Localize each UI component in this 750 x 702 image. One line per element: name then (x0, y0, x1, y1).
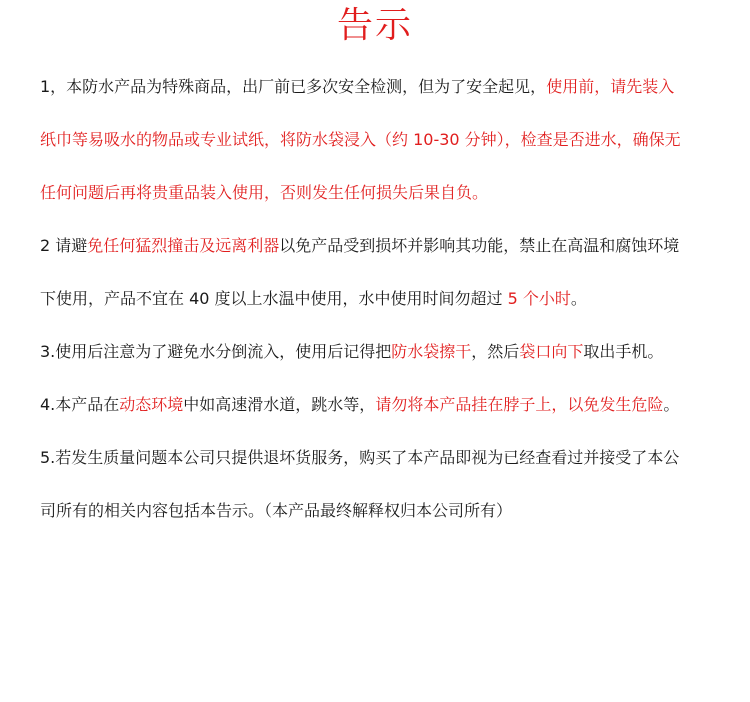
paragraph-text: 取出手机。 (583, 342, 664, 361)
notice-title: 告示 (336, 5, 413, 46)
highlight-text: 使用前，请先装入 (546, 77, 675, 96)
paragraph-text: 。 (663, 395, 680, 414)
paragraph-4 (40, 233, 730, 259)
paragraph-text: 司所有的相关内容包括本告示。（本产品最终解释权归本公司所有） (40, 501, 513, 520)
paragraph-2 (40, 127, 730, 153)
paragraph-text: 1，本防水产品为特殊商品，出厂前已多次安全检测，但为了安全起见， (40, 77, 547, 96)
highlight-text: 纸巾等易吸水的物品或专业试纸，将防水袋浸入（约 10-30 分钟），检查是否进水，确保无 (40, 130, 681, 149)
highlight-text: 动态环境 (119, 395, 184, 414)
paragraph-text: 3.使用后注意为了避免水分倒流入，使用后记得把 (40, 342, 392, 361)
paragraph-8 (40, 445, 730, 471)
paragraph-text: 5.若发生质量问题本公司只提供退坏货服务，购买了本产品即视为已经查看过并接受了本公 (40, 448, 680, 467)
paragraph-text: 2 请避 (40, 236, 88, 255)
highlight-text: 请勿将本产品挂在脖子上，以免发生危险 (375, 395, 664, 414)
paragraph-text: 以免产品受到损坏并影响其功能，禁止在高温和腐蚀环境 (279, 236, 680, 255)
highlight-text: 5 个小时 (507, 289, 571, 308)
paragraph-text: 中如高速滑水道，跳水等， (183, 395, 376, 414)
highlight-text: 免任何猛烈撞击及远离利器 (87, 236, 280, 255)
paragraph-text: ，然后 (471, 342, 520, 361)
paragraph-text: 。 (570, 289, 587, 308)
paragraph-6 (40, 339, 730, 365)
paragraph-text: 4.本产品在 (40, 395, 120, 414)
paragraph-1 (40, 74, 730, 100)
paragraph-5 (40, 286, 730, 312)
paragraph-9 (40, 498, 730, 524)
highlight-text: 防水袋擦干 (391, 342, 472, 361)
highlight-text: 袋口向下 (519, 342, 584, 361)
paragraph-3 (40, 180, 730, 206)
paragraph-7 (40, 392, 730, 418)
notice-body (40, 74, 730, 524)
paragraph-text: 下使用，产品不宜在 40 度以上水温中使用，水中使用时间勿超过 (40, 289, 508, 308)
highlight-text: 任何问题后再将贵重品装入使用，否则发生任何损失后果自负。 (40, 183, 489, 202)
